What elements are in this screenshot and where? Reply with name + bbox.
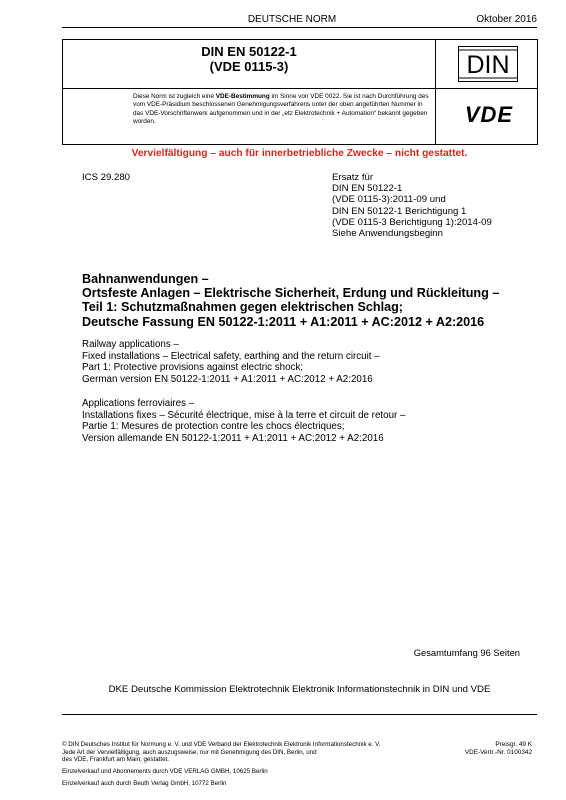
title-english-line: Part 1: Protective provisions against electric shock; bbox=[82, 362, 304, 374]
vde-logo bbox=[451, 103, 527, 125]
title-french-line: Version allemande EN 50122-1:2011 + A1:2011 + AC:2012 + A2:2016 bbox=[82, 432, 384, 444]
vde-note-bold: VDE-Bestimmung bbox=[215, 93, 270, 100]
replacement-info bbox=[332, 172, 492, 239]
title-english bbox=[82, 339, 380, 385]
footer-divider bbox=[62, 714, 537, 715]
title-block-vertical-divider bbox=[435, 40, 436, 144]
replacement-line: Ersatz für bbox=[332, 172, 374, 183]
replacement-line: (VDE 0115-3 Berichtigung 1):2014-09 bbox=[332, 216, 492, 228]
copyright-line: © DIN Deutsches Institut für Normung e. V. und VDE Verband der Elektrotechnik Elektronik Informationstechnik e. V. bbox=[62, 741, 381, 748]
title-french bbox=[82, 398, 405, 444]
title-english-line: Fixed installations – Electrical safety, earthing and the return circuit – bbox=[82, 350, 380, 362]
title-english-line: Railway applications – bbox=[82, 339, 179, 350]
price-group: Preisgr. 49 K bbox=[495, 741, 532, 748]
price-info bbox=[465, 741, 532, 757]
title-block bbox=[62, 39, 538, 145]
replacement-line: Siehe Anwendungsbeginn bbox=[332, 228, 443, 240]
title-german-line: Deutsche Fassung EN 50122-1:2011 + A1:2011 + AC:2012 + A2:2016 bbox=[82, 314, 485, 329]
ics-code: ICS 29.280 bbox=[82, 172, 131, 183]
title-english-line: German version EN 50122-1:2011 + A1:2011 + AC:2012 + A2:2016 bbox=[82, 373, 373, 385]
reproduction-notice: Vervielfältigung – auch für innerbetriebliche Zwecke – nicht gestattet. bbox=[131, 148, 468, 159]
din-logo bbox=[458, 46, 518, 82]
copyright-line: des VDE, Frankfurt am Main, gestattet. bbox=[62, 756, 169, 764]
vde-note-rest: im Sinne von VDE 0022. Sie ist nach Durchführung des vom VDE-Präsidium beschlossenen Genehmigungsverfahrens unter der oben angeführten Nummer in das VDE-Vorschriftenwerk aufgenommen und in der „etz Elektrotechnik + Automation“ bekannt gegeben worden. bbox=[133, 93, 429, 126]
vde-logo-text: VDE bbox=[464, 103, 514, 125]
copyright-line: Jede Art der Vervielfältigung, auch auszugsweise, nur mit Genehmigung des DIN, Berlin, und bbox=[62, 748, 317, 756]
norm-type-label: DEUTSCHE NORM bbox=[247, 14, 337, 25]
vde-note bbox=[133, 93, 429, 127]
title-german bbox=[82, 272, 499, 329]
sales-info-vde: Einzelverkauf und Abonnements durch VDE VERLAG GMBH, 10625 Berlin bbox=[62, 768, 268, 775]
vde-classification: (VDE 0115-3) bbox=[209, 59, 289, 74]
replacement-line: DIN EN 50122-1 bbox=[332, 183, 403, 195]
replacement-line: DIN EN 50122-1 Berichtigung 1 bbox=[332, 205, 467, 217]
din-logo-text: DIN bbox=[466, 51, 510, 79]
title-german-line: Ortsfeste Anlagen – Elektrische Sicherheit, Erdung und Rückleitung – bbox=[82, 286, 500, 301]
title-german-line: Teil 1: Schutzmaßnahmen gegen elektrischen Schlag; bbox=[82, 300, 403, 315]
document-number: DIN EN 50122-1 bbox=[201, 44, 297, 59]
total-pages: Gesamtumfang 96 Seiten bbox=[413, 647, 520, 658]
title-block-horizontal-divider bbox=[63, 88, 537, 89]
vde-order-number: VDE-Vertr.-Nr. 0100342 bbox=[464, 749, 532, 756]
title-french-line: Installations fixes – Sécurité électrique, mise à la terre et circuit de retour – bbox=[82, 409, 406, 421]
document-number-block bbox=[63, 44, 435, 74]
title-french-line: Applications ferroviaires – bbox=[82, 398, 195, 409]
title-french-line: Partie 1: Mesures de protection contre les chocs électriques; bbox=[82, 421, 345, 433]
dke-line: DKE Deutsche Kommission Elektrotechnik Elektronik Informationstechnik in DIN und VDE bbox=[108, 684, 491, 695]
publication-date: Oktober 2016 bbox=[476, 14, 537, 25]
title-german-line: Bahnanwendungen – bbox=[82, 272, 209, 286]
replacement-line: (VDE 0115-3):2011-09 und bbox=[332, 194, 446, 206]
vde-note-prefix: Diese Norm ist zugleich eine bbox=[133, 93, 216, 100]
header-divider bbox=[62, 27, 537, 28]
sales-info-beuth: Einzelverkauf auch durch Beuth Verlag GmbH, 10772 Berlin bbox=[62, 780, 227, 787]
copyright-notice bbox=[62, 741, 432, 764]
